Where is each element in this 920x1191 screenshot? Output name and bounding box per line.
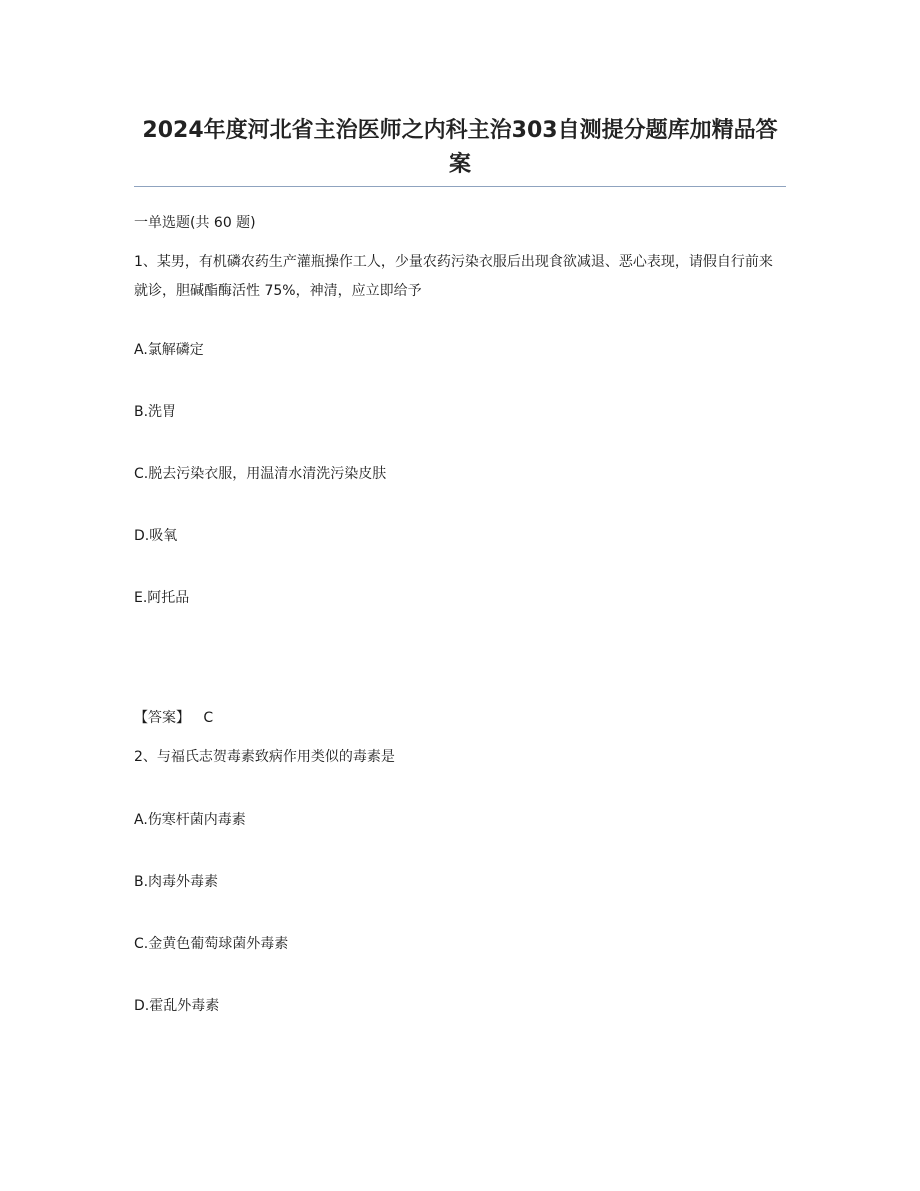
question-1-option-a: A.氯解磷定 <box>134 342 204 358</box>
question-2-option-b: B.肉毒外毒素 <box>134 874 219 890</box>
question-1-option-b: B.洗胃 <box>134 404 177 420</box>
answer-value: C <box>203 710 214 726</box>
question-2-option-a: A.伤寒杆菌内毒素 <box>134 812 246 828</box>
answer-label: 【答案】 <box>134 710 190 726</box>
question-2-text: 2、与福氏志贺毒素致病作用类似的毒素是 <box>134 749 395 765</box>
section-heading: 一单选题(共 60 题) <box>134 215 256 231</box>
question-1-option-e: E.阿托品 <box>134 590 190 606</box>
question-1-answer <box>134 708 213 728</box>
question-2-option-c: C.金黄色葡萄球菌外毒素 <box>134 936 289 952</box>
title-divider <box>134 186 786 187</box>
document-title: 2024年度河北省主治医师之内科主治303自测提分题库加精品答案 <box>142 118 778 177</box>
question-1-text: 1、某男，有机磷农药生产灌瓶操作工人，少量农药污染衣服后出现食欲减退、恶心表现，请假自行前来就诊，胆碱酯酶活性 75%，神清，应立即给予 <box>134 254 773 299</box>
question-1-option-c: C.脱去污染衣服，用温清水清洗污染皮肤 <box>134 466 387 482</box>
question-2-option-d: D.霍乱外毒素 <box>134 998 220 1014</box>
question-1-option-d: D.吸氧 <box>134 528 178 544</box>
